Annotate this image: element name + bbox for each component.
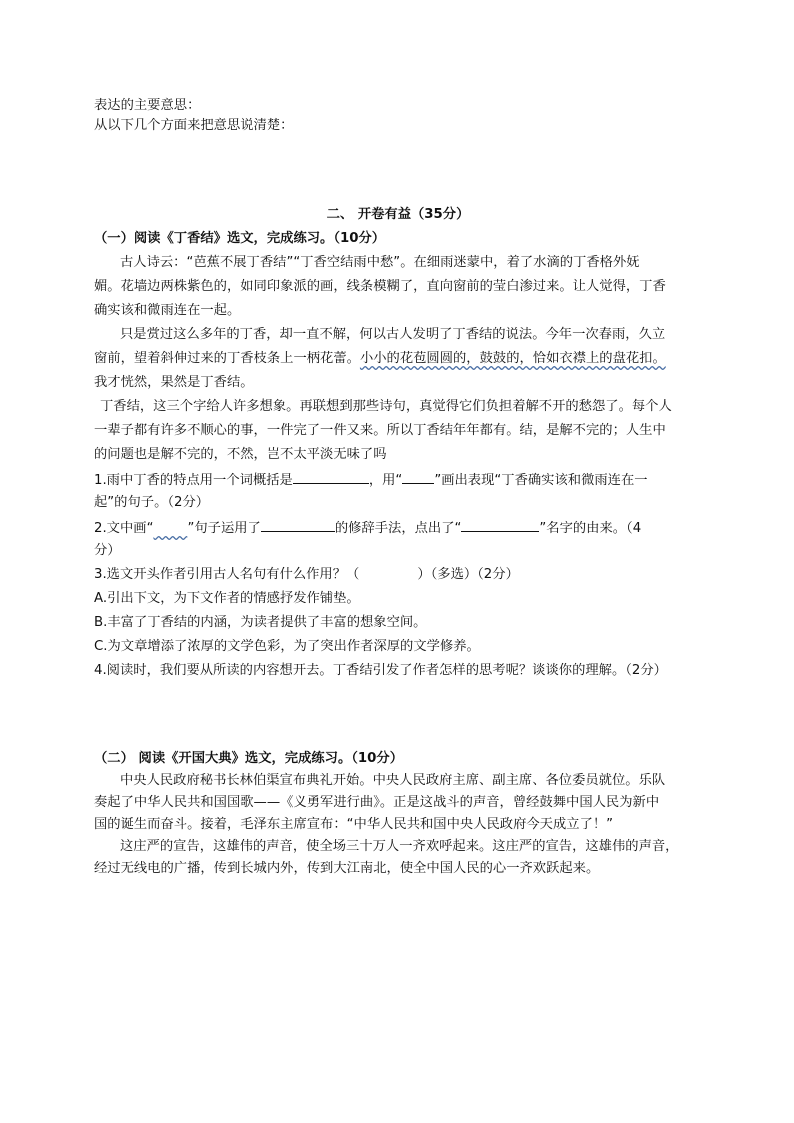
part2-para1-line3: 国的诞生而奋斗。接着，毛泽东主席宣布：“中华人民共和国中央人民政府今天成立了！” [94, 817, 614, 832]
part1-para3-line3: 的问题也是解不完的，不然，岂不太平淡无味了吗 [94, 447, 387, 462]
q3-text-pre: 3.选文开头作者引用古人名句有什么作用？（ [94, 567, 360, 582]
part2-para1-line1: 中央人民政府秘书长林伯渠宣布典礼开始。中央人民政府主席、副主席、各位委员就位。乐队 [120, 773, 666, 788]
part1-para1-line1: 古人诗云：“芭蕉不展丁香结”“丁香空结雨中愁”。在细雨迷蒙中，着了水滴的丁香格外妩 [120, 255, 640, 270]
section-title: 二、 开卷有益（35分） [326, 207, 470, 222]
top-line-1: 表达的主要意思： [94, 98, 201, 113]
part2-para1-line2: 奏起了中华人民共和国国歌——《义勇军进行曲》。正是这战斗的声音，曾经鼓舞中国人民为新中 [94, 795, 660, 810]
q2-rhetoric-blank[interactable] [261, 517, 335, 532]
part1-para2-line3: 我才恍然，果然是丁香结。 [94, 375, 254, 390]
part1-para2-line2-text: 窗前，望着斜伸过来的丁香枝条上一柄花蕾。 [94, 351, 360, 366]
option-c: C.为文章增添了浓厚的文学色彩，为了突出作者深厚的文学修养。 [94, 639, 480, 654]
question-4: 4.阅读时，我们要从所读的内容想开去。丁香结引发了作者怎样的思考呢？谈谈你的理解。（2分） [94, 663, 667, 678]
q3-text-post: ）（多选）（2分） [417, 567, 519, 582]
wavy-underlined-sentence: 小小的花苞圆圆的，鼓鼓的，恰如衣襟上的盘花扣。 [359, 351, 666, 366]
option-b: B.丰富了丁香结的内涵，为读者提供了丰富的想象空间。 [94, 615, 427, 630]
question-1-line1 [94, 469, 702, 491]
part1-para3-line1: 丁香结，这三个字给人许多想象。再联想到那些诗句，真觉得它们负担着解不开的愁怨了。每个人 [100, 399, 672, 414]
part1-para1-line3: 确实该和微雨连在一起。 [94, 303, 241, 318]
q1-underline-mark [402, 469, 434, 484]
question-2-line2: 分） [94, 543, 121, 558]
part1-para1-line2: 媚。花墙边两株紫色的，如同印象派的画，线条模糊了，直向窗前的莹白渗过来。让人觉得，丁香 [94, 279, 666, 294]
part2-para2-line2: 经过无线电的广播，传到长城内外，传到大江南北，使全中国人民的心一齐欢跃起来。 [94, 861, 600, 876]
top-line-2: 从以下几个方面来把意思说清楚： [94, 118, 294, 133]
q2-text-pre: 2.文中画“ [94, 521, 154, 536]
q1-answer-blank[interactable] [293, 469, 369, 484]
question-3 [94, 565, 702, 585]
q1-text-mid: ，用“ [368, 473, 403, 488]
q2-text-post: ”名字的由来。（4 [539, 521, 642, 536]
option-a: A.引出下文，为下文作者的情感抒发作铺垫。 [94, 591, 360, 606]
q2-wavy-mark: ​ [153, 521, 188, 536]
q2-text-mid: ”句子运用了 [187, 521, 261, 536]
part2-heading: （二） 阅读《开国大典》选文，完成练习。（10分） [94, 751, 404, 766]
question-1-line2: 起”的句子。（2分） [94, 495, 210, 510]
question-2-line1 [94, 517, 702, 539]
q2-name-blank[interactable] [461, 517, 539, 532]
part1-para2-line2 [94, 349, 702, 369]
part1-para3-line2: 一辈子都有许多不顺心的事，一件完了一件又来。所以丁香结年年都有。结，是解不完的；人生中 [94, 423, 666, 438]
part2-para2-line1: 这庄严的宣告，这雄伟的声音，使全场三十万人一齐欢呼起来。这庄严的宣告，这雄伟的声音， [120, 839, 679, 854]
part1-para2-line1: 只是赏过这么多年的丁香，却一直不解，何以古人发明了丁香结的说法。今年一次春雨，久立 [120, 327, 666, 342]
part1-heading: （一）阅读《丁香结》选文，完成练习。（10分） [94, 231, 386, 246]
q1-text-pre: 1.雨中丁香的特点用一个词概括是 [94, 473, 293, 488]
q1-text-post: ”画出表现“丁香确实该和微雨连在一 [434, 473, 648, 488]
q2-text-mid2: 的修辞手法，点出了“ [334, 521, 462, 536]
